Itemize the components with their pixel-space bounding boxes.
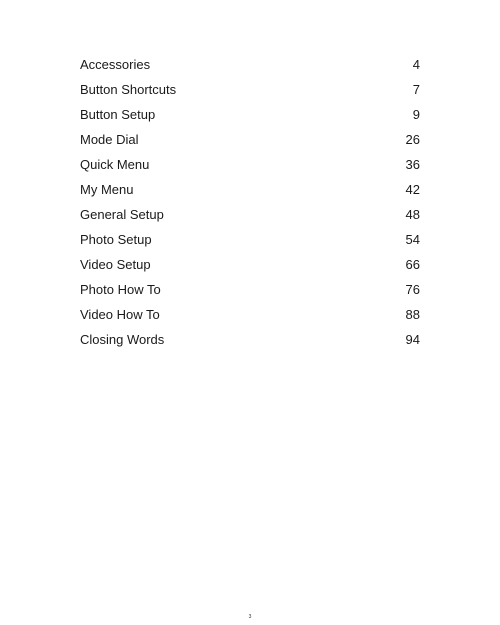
toc-entry-photo-how-to[interactable]	[80, 277, 420, 302]
toc-entry-title: Photo How To	[80, 282, 161, 297]
toc-entry-page-number: 26	[405, 132, 420, 147]
toc-entry-title: My Menu	[80, 182, 134, 197]
table-of-contents	[80, 52, 420, 352]
toc-entry-page-number: 4	[412, 57, 420, 72]
toc-entry-title: Photo Setup	[80, 232, 152, 247]
toc-entry-page-number: 54	[405, 232, 420, 247]
toc-entry-page-number: 94	[405, 332, 420, 347]
toc-entry-page-number: 36	[405, 157, 420, 172]
toc-entry-closing-words[interactable]	[80, 327, 420, 352]
toc-entry-title: Button Shortcuts	[80, 82, 177, 97]
toc-entry-accessories[interactable]	[80, 52, 420, 77]
toc-entry-title: Closing Words	[80, 332, 165, 347]
toc-entry-page-number: 9	[412, 107, 420, 122]
toc-entry-title: Button Setup	[80, 107, 156, 122]
toc-entry-page-number: 7	[412, 82, 420, 97]
toc-entry-title: Video How To	[80, 307, 160, 322]
toc-entry-title: Video Setup	[80, 257, 151, 272]
toc-entry-page-number: 88	[405, 307, 420, 322]
toc-entry-page-number: 66	[405, 257, 420, 272]
toc-entry-title: Accessories	[80, 57, 151, 72]
toc-entry-general-setup[interactable]	[80, 202, 420, 227]
toc-entry-video-how-to[interactable]	[80, 302, 420, 327]
toc-entry-button-setup[interactable]	[80, 102, 420, 127]
toc-entry-page-number: 42	[405, 182, 420, 197]
toc-entry-title: General Setup	[80, 207, 164, 222]
toc-entry-title: Quick Menu	[80, 157, 150, 172]
toc-entry-my-menu[interactable]	[80, 177, 420, 202]
toc-entry-button-shortcuts[interactable]	[80, 77, 420, 102]
toc-entry-title: Mode Dial	[80, 132, 139, 147]
toc-entry-photo-setup[interactable]	[80, 227, 420, 252]
toc-entry-mode-dial[interactable]	[80, 127, 420, 152]
toc-entry-page-number: 76	[405, 282, 420, 297]
toc-entry-quick-menu[interactable]	[80, 152, 420, 177]
toc-entry-page-number: 48	[405, 207, 420, 222]
footer-page-number: 3	[248, 614, 252, 620]
toc-entry-video-setup[interactable]	[80, 252, 420, 277]
